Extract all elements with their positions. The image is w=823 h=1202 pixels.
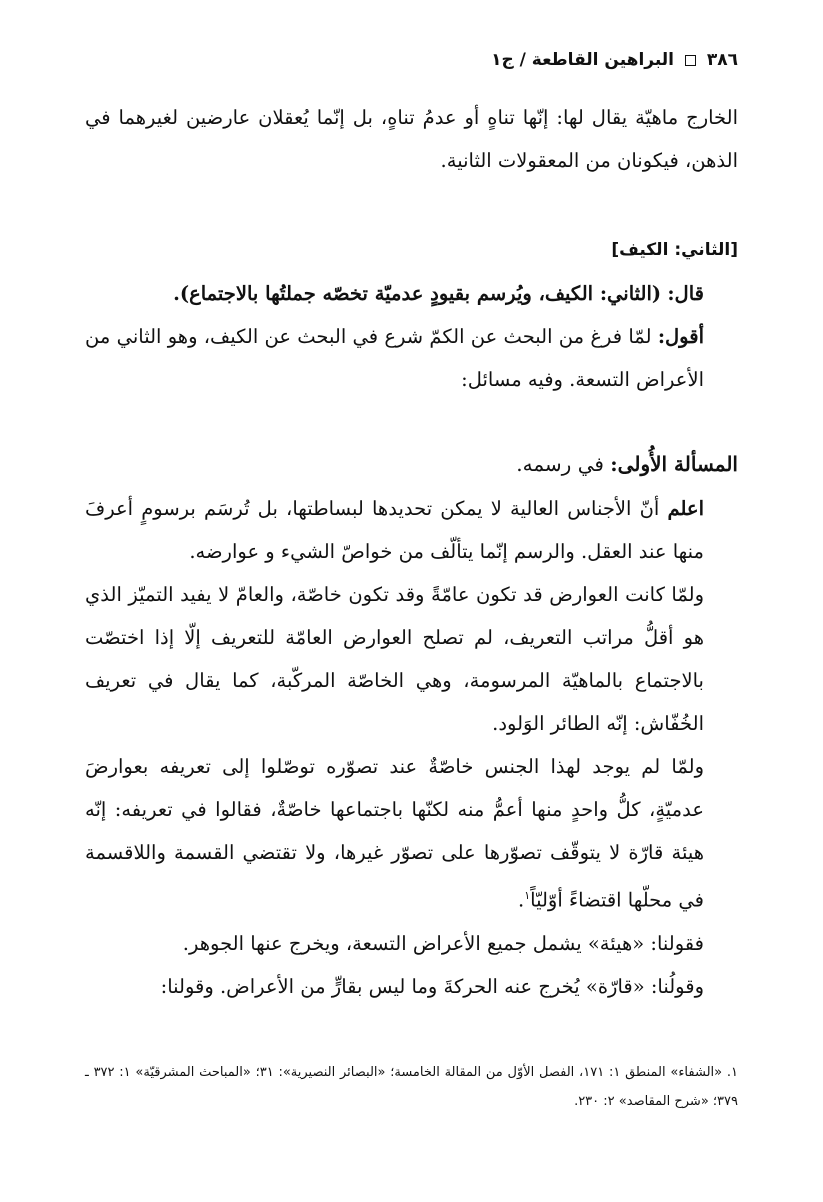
intro-paragraph: الخارج ماهيّة يقال لها: إنّها تناهٍ أو عدمُ تناهٍ، بل إنّما يُعقلان عارضين لغيرهما في الذهن، فيكونان من المعقولات الثانية. — [85, 106, 738, 172]
page-number: ٣٨٦ — [706, 50, 738, 70]
aqul-text: لمّا فرغ من البحث عن الكمّ شرع في البحث عن الكيف، وهو الثاني من الأعراض التسعة. وفيه مسائل: — [85, 325, 704, 391]
masala-body — [85, 487, 738, 1008]
masala-subtitle: في رسمه. — [516, 452, 604, 476]
qala-text: (الثاني: الكيف، ويُرسم بقيودٍ عدميّة تخصّه جملتُها بالاجتماع). — [173, 282, 662, 305]
definition-text: ولمّا لم يوجد لهذا الجنس خاصّةٌ عند تصوّره توصّلوا إلى تعريفه بعوارضَ عدميّةٍ، كلُّ واحدٍ منها أعمُّ منه لكنّها باجتماعها خاصّةٌ، فقالوا في تعريفه: إنّه هيئة قارّة لا يتوقّف تصوّرها على تصوّر غيرها، ولا تقتضي القسمة واللاقسمة في محلّها اقتضاءً أوّليّاً — [85, 755, 704, 912]
paragraph-ilm — [85, 487, 738, 573]
ilm-text: أنّ الأجناس العالية لا يمكن تحديدها لبساطتها، بل تُرسَم برسومٍ أعرفَ منها عند العقل. والرسم إنّما يتألّف من خواصّ الشيء و عوارضه. — [85, 497, 704, 563]
masala-title: المسألة الأُولى: — [610, 452, 738, 476]
paragraph-definition — [85, 745, 738, 922]
paragraph-awarid: ولمّا كانت العوارض قد تكون عامّةً وقد تكون خاصّة، والعامّ لا يفيد التميّز الذي هو أقلُّ مراتب التعريف، لم تصلح العوارض العامّة للتعريف إلّا إذا اختصّت بالاجتماع بالماهيّة المرسومة، وهي الخاصّة المركّبة، كما يقال في تعريف الخُفّاش: إنّه الطائر الوَلود. — [85, 583, 705, 735]
running-header — [491, 50, 738, 70]
qala-paragraph — [85, 272, 738, 315]
definition-end: . — [518, 888, 525, 912]
aqul-paragraph — [85, 315, 738, 401]
masala-heading — [516, 452, 738, 476]
separator-square-icon — [685, 55, 696, 66]
book-title: البراهين القاطعة / ج١ — [491, 50, 675, 70]
paragraph-qarra: وقولُنا: «قارّة» يُخرج عنه الحركةَ وما ليس بقارٍّ من الأعراض. وقولنا: — [160, 974, 704, 998]
section-heading: [الثاني: الكيف] — [611, 240, 738, 260]
footnote: ١. «الشفاء» المنطق ١: ١٧١، الفصل الأوّل من المقالة الخامسة؛ «البصائر النصيرية»: ٣١؛ «المباحث المشرقيّة» ١: ٣٧٢ ـ ٣٧٩؛ «شرح المقاصد» ٢: ٢٣٠. — [85, 1065, 738, 1109]
footnote-ref[interactable]: ١ — [524, 889, 531, 902]
paragraph-hayaa: فقولنا: «هيئة» يشمل جميع الأعراض التسعة، ويخرج عنها الجوهر. — [182, 931, 704, 955]
qala-label: قال: — [667, 282, 704, 305]
aqul-label: أقول: — [657, 325, 704, 348]
section-body — [85, 272, 738, 401]
ilm-label: اعلم — [667, 497, 704, 520]
